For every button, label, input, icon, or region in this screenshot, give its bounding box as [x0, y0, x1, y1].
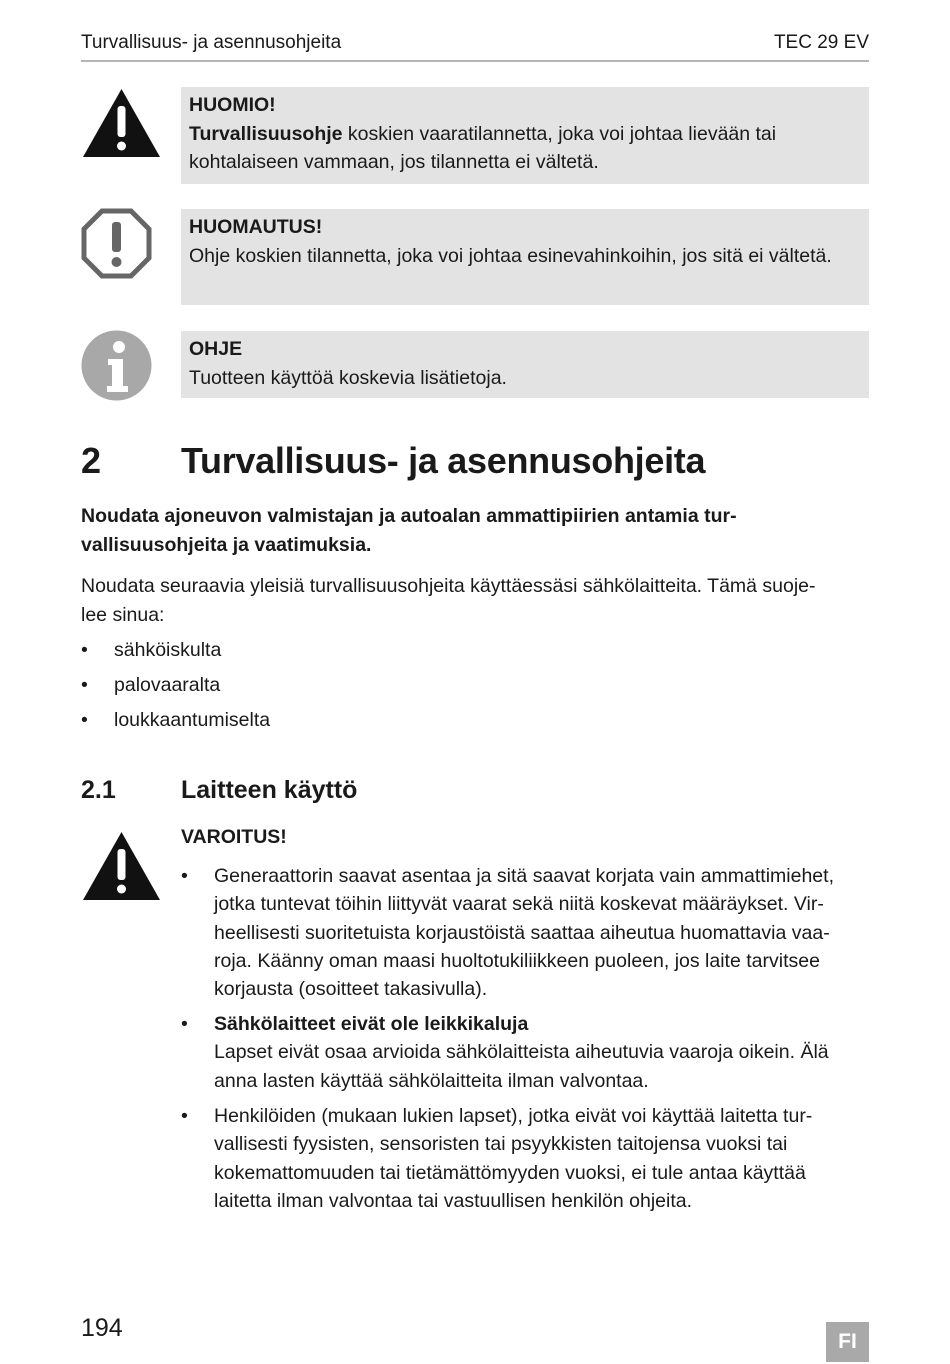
- bullet: •: [181, 1013, 188, 1035]
- caution-title: HUOMIO!: [189, 94, 276, 116]
- warning-item-text: [214, 1102, 869, 1215]
- section-number: 2: [81, 440, 101, 481]
- warning-item-heading: Sähkölaitteet eivät ole leikkikaluja: [214, 1013, 529, 1035]
- text-line: kokemattomuuden tai tietämättömyyden vuoksi, ei tule antaa käyttää: [214, 1161, 806, 1184]
- caution-text: [189, 123, 776, 174]
- notice-box: [181, 209, 869, 305]
- list-item-text: palovaaralta: [114, 674, 221, 696]
- warning-item-text: [214, 1010, 869, 1095]
- bullet: •: [81, 639, 88, 661]
- text-line: korjausta (osoitteet takasivulla).: [214, 978, 488, 1001]
- note-text: Tuotteen käyttöä koskevia lisätietoja.: [189, 366, 507, 389]
- section-lead-line1: Noudata ajoneuvon valmistajan ja autoalan ammattipiirien antamia tur-: [81, 505, 737, 527]
- bullet: •: [181, 1105, 188, 1127]
- caution-lead: Turvallisuusohje: [189, 122, 343, 145]
- section-title: Turvallisuus- ja asennusohjeita: [181, 440, 706, 481]
- caution-body: koskien vaaratilannetta, joka voi johtaa lievään tai kohtalaiseen vammaan, jos tilannetta ei vältetä.: [189, 122, 777, 173]
- notice-text: Ohje koskien tilannetta, joka voi johtaa esinevahinkoihin, jos sitä ei vältetä.: [189, 244, 832, 267]
- warning-triangle-icon: [81, 830, 162, 902]
- text-line: Henkilöiden (mukaan lukien lapset), jotka eivät voi käyttää laitetta tur-: [214, 1105, 813, 1127]
- section-lead-line2: vallisuusohjeita ja vaatimuksia.: [81, 533, 372, 556]
- text-line: laitetta ilman valvontaa tai vastuullisen henkilön ohjeita.: [214, 1189, 693, 1212]
- text-line: anna lasten käyttää sähkölaitteita ilman valvontaa.: [214, 1069, 649, 1092]
- page-number: 194: [81, 1314, 123, 1342]
- section-lead: [81, 502, 869, 559]
- note-box: [181, 331, 869, 398]
- subsection-number: 2.1: [81, 776, 116, 804]
- bullet: •: [81, 674, 88, 696]
- warning-triangle-icon: [81, 87, 162, 159]
- notice-title: HUOMAUTUS!: [189, 216, 323, 238]
- header-title: Turvallisuus- ja asennusohjeita: [81, 32, 342, 53]
- subsection-title: Laitteen käyttö: [181, 776, 358, 804]
- text-line: Generaattorin saavat asentaa ja sitä saavat korjata vain ammattimiehet,: [214, 865, 834, 887]
- bullet: •: [81, 709, 88, 731]
- text-line: heellisesti suoritetuista korjaustöistä saattaa aiheutua huomattavia vaa-: [214, 921, 830, 944]
- list-item-text: sähköiskulta: [114, 639, 222, 661]
- stop-octagon-icon: [81, 208, 152, 279]
- language-badge: FI: [826, 1322, 869, 1362]
- header-model: TEC 29 EV: [773, 32, 869, 53]
- text-line: jotka tuntevat töihin liittyvät vaarat sekä niitä koskevat määräykset. Vir-: [214, 893, 824, 916]
- caution-notice: [181, 87, 869, 184]
- section-intro-line2: lee sinua:: [81, 603, 165, 626]
- warning-item: [181, 1102, 869, 1215]
- warning-item: [181, 1010, 869, 1095]
- warning-item-text: [214, 862, 869, 1003]
- text-line: roja. Käänny oman maasi huoltotukiliikkeen puoleen, jos laite tarvitsee: [214, 949, 820, 972]
- text-line: vallisesti fyysisten, sensoristen tai psyykkisten taitojensa vuoksi tai: [214, 1133, 788, 1156]
- warning-item: [181, 862, 869, 1003]
- warning-title: VAROITUS!: [181, 826, 287, 848]
- note-title: OHJE: [189, 338, 243, 360]
- section-intro-line1: Noudata seuraavia yleisiä turvallisuusohjeita käyttäessäsi sähkölaitteita. Tämä suoje-: [81, 575, 816, 597]
- text-line: Lapset eivät osaa arvioida sähkölaitteista aiheutuvia vaaroja oikein. Älä: [214, 1041, 829, 1064]
- list-item-text: loukkaantumiselta: [114, 709, 271, 731]
- section-intro: [81, 572, 869, 629]
- info-circle-icon: [81, 330, 152, 401]
- bullet: •: [181, 865, 188, 887]
- page-header: [81, 30, 869, 62]
